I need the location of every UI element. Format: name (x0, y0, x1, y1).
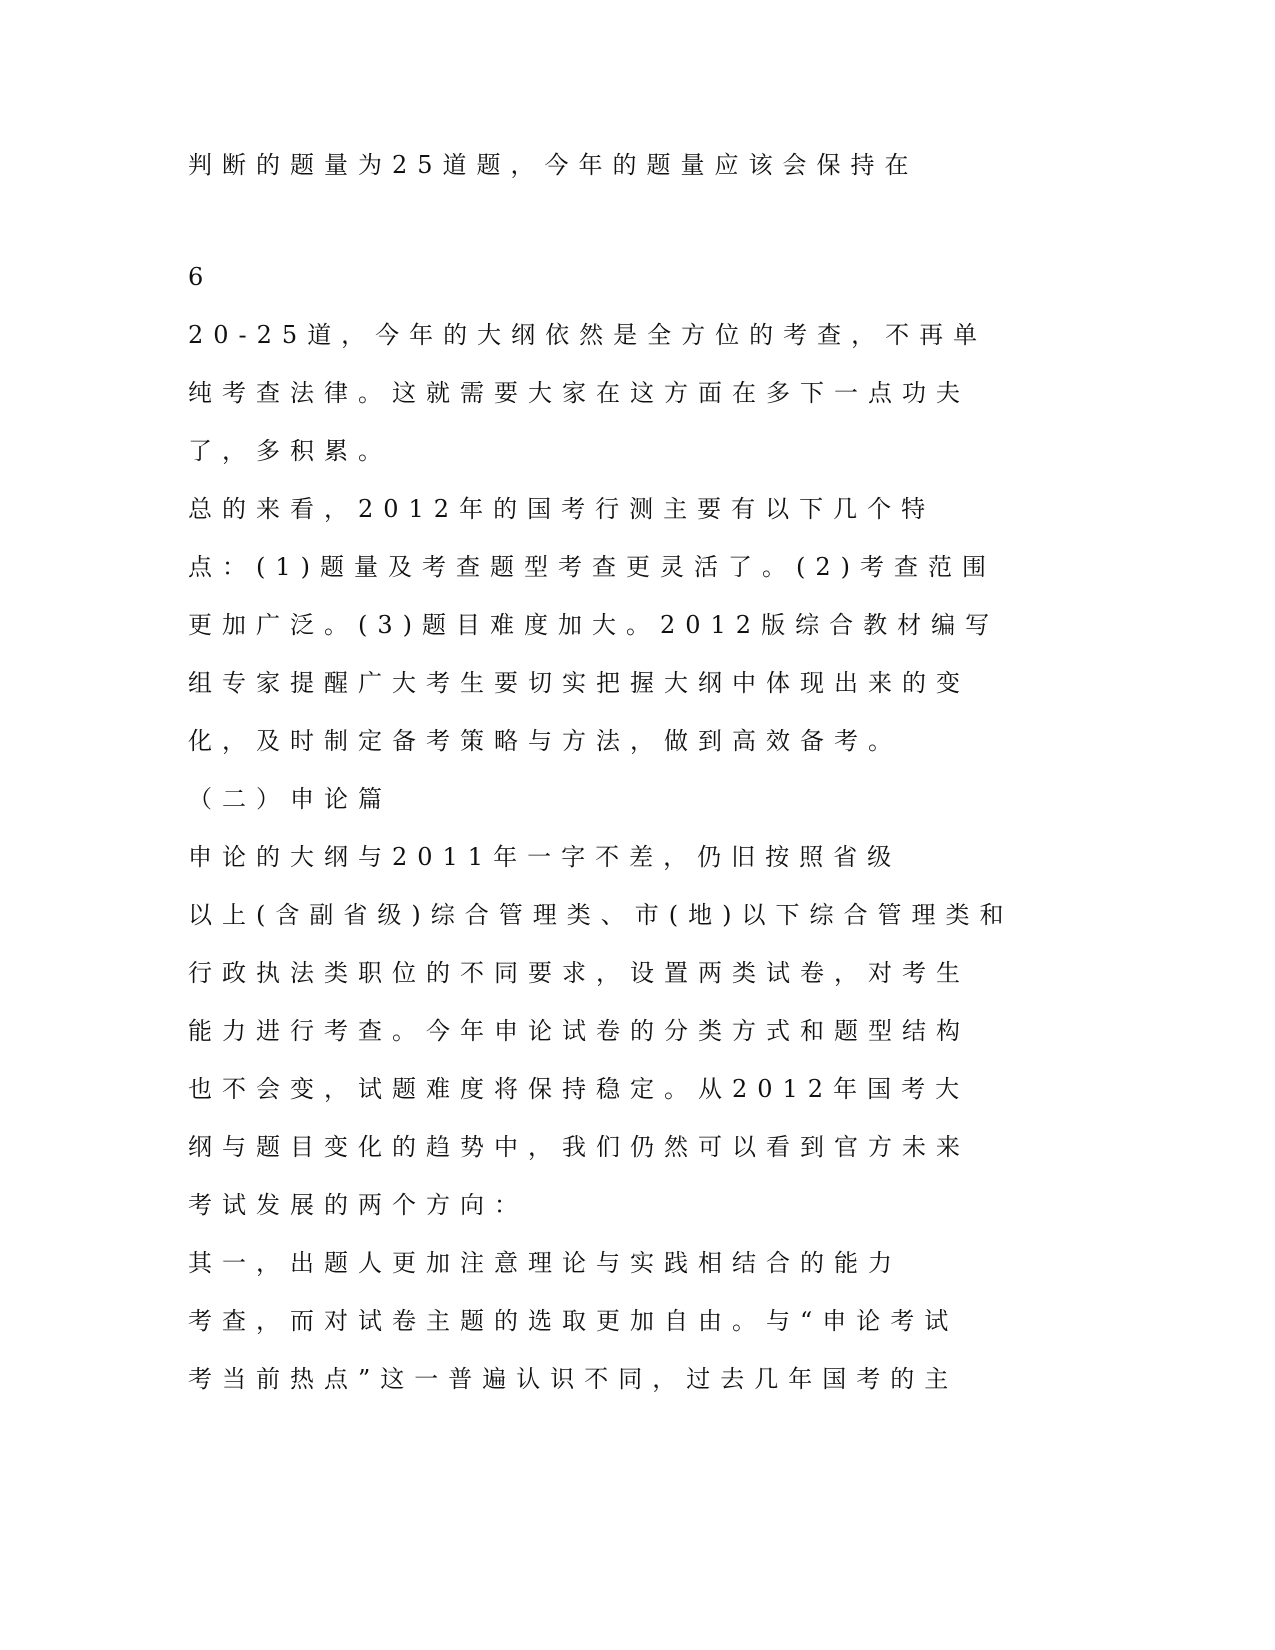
text-line: 申论的大纲与2011年一字不差，仍旧按照省级 (188, 843, 902, 871)
text-line: 行政执法类职位的不同要求，设置两类试卷，对考生 (188, 959, 970, 987)
page-number: 6 (188, 263, 214, 291)
text-line: 20-25道，今年的大纲依然是全方位的考查，不再单 (188, 321, 988, 349)
text-line: 化，及时制定备考策略与方法，做到高效备考。 (188, 727, 902, 755)
text-line: 能力进行考查。今年申论试卷的分类方式和题型结构 (188, 1017, 970, 1045)
text-line: 组专家提醒广大考生要切实把握大纲中体现出来的变 (188, 669, 970, 697)
text-line: 更加广泛。(3)题目难度加大。2012版综合教材编写 (188, 611, 1000, 639)
text-line: 考当前热点”这一普遍认识不同，过去几年国考的主 (188, 1365, 959, 1393)
text-line: 也不会变，试题难度将保持稳定。从2012年国考大 (188, 1075, 970, 1103)
text-line: 纯考查法律。这就需要大家在这方面在多下一点功夫 (188, 379, 970, 407)
text-line: 总的来看，2012年的国考行测主要有以下几个特 (188, 495, 936, 523)
text-line: 考试发展的两个方向： (188, 1191, 528, 1219)
text-line: 考查，而对试卷主题的选取更加自由。与“申论考试 (188, 1307, 959, 1335)
text-line: 以上(含副省级)综合管理类、市(地)以下综合管理类和 (188, 901, 1014, 929)
text-line: 判断的题量为25道题，今年的题量应该会保持在 (188, 151, 919, 179)
text-line: 纲与题目变化的趋势中，我们仍然可以看到官方未来 (188, 1133, 970, 1161)
text-line: 点：(1)题量及考查题型考查更灵活了。(2)考查范围 (188, 553, 996, 581)
section-heading: （二）申论篇 (188, 785, 392, 813)
text-line: 其一，出题人更加注意理论与实践相结合的能力 (188, 1249, 902, 1277)
text-line: 了，多积累。 (188, 437, 392, 465)
